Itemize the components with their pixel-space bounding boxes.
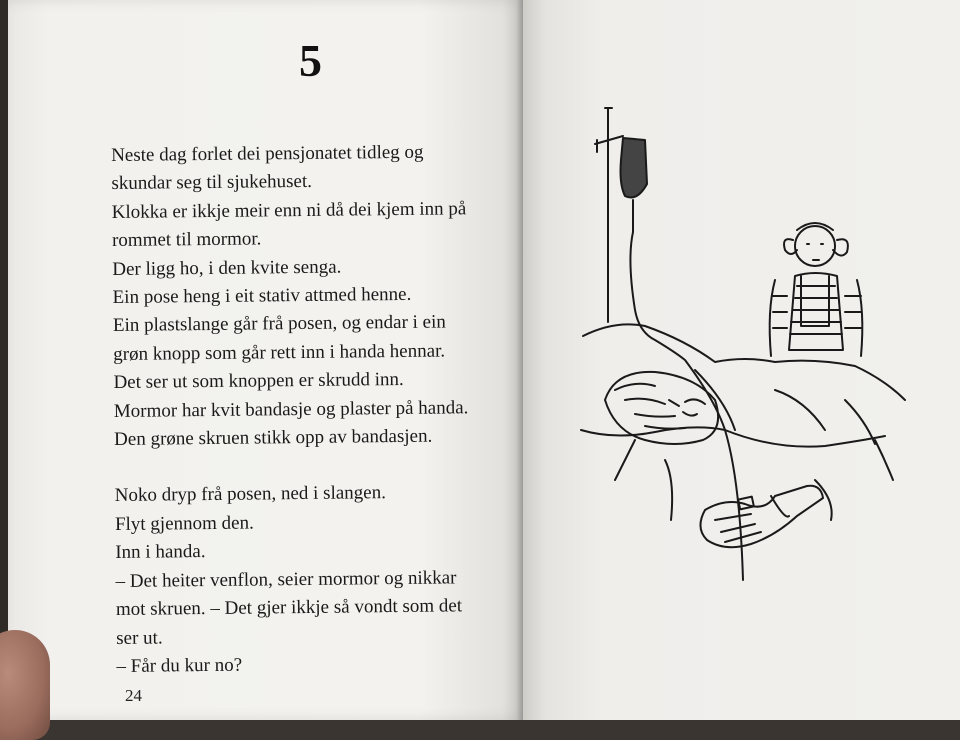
text-line: mot skruen. – Det gjer ikkje så vondt som det: [115, 595, 463, 621]
paragraph-gap: [114, 450, 514, 482]
page-number: 24: [125, 686, 142, 705]
chapter-number: 5: [299, 35, 322, 86]
story-text: [111, 138, 517, 681]
text-line: Neste dag forlet dei pensjonatet tidleg og: [111, 141, 424, 166]
text-line: – Får du kur no?: [116, 654, 243, 677]
text-line: Klokka er ikkje meir enn ni då dei kjem inn på: [111, 198, 467, 223]
girl-figure: [770, 223, 863, 356]
text-line: rommet til mormor.: [111, 228, 262, 252]
text-line: grøn knopp som går rett inn i handa hennar.: [113, 340, 446, 365]
iv-stand: [595, 108, 623, 322]
text-line: Mormor har kvit bandasje og plaster på handa.: [113, 396, 469, 422]
text-line: Det ser ut som knoppen er skrudd inn.: [113, 369, 404, 394]
text-line: Ein pose heng i eit stativ attmed henne.: [112, 283, 412, 309]
text-line: Inn i handa.: [115, 541, 206, 564]
text-line: Der ligg ho, i den kvite senga.: [112, 256, 342, 280]
reader-thumb: [0, 630, 50, 740]
iv-bag: [621, 138, 648, 198]
text-line: – Det heiter venflon, seier mormor og nikkar: [115, 567, 457, 592]
text-line: Den grøne skruen stikk opp av bandasjen.: [114, 425, 433, 451]
text-line: Flyt gjennom den.: [114, 512, 254, 535]
text-line: Ein plastslange går frå posen, og endar i ein: [112, 311, 446, 337]
text-line: skundar seg til sjukehuset.: [111, 171, 313, 195]
left-page: [8, 0, 523, 720]
illustration-drawing: [575, 100, 920, 590]
hospital-illustration: [575, 100, 920, 590]
text-line: Noko dryp frå posen, ned i slangen.: [114, 482, 387, 507]
text-line: ser ut.: [116, 626, 163, 649]
grandmother-hand: [700, 486, 823, 547]
iv-tube: [630, 200, 743, 580]
